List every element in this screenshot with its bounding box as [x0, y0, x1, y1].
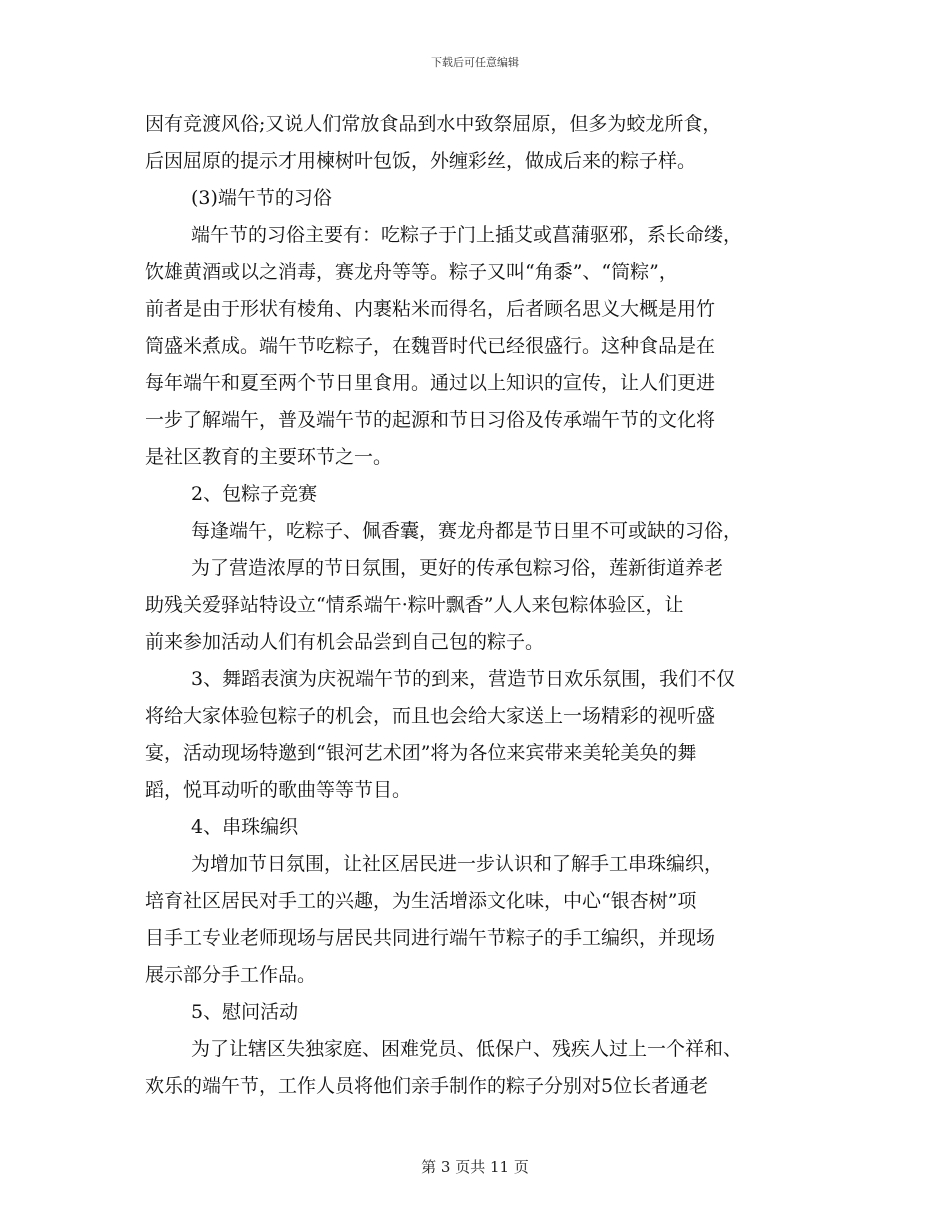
body-line: 为了让辖区失独家庭、困难党员、低保户、残疾人过上一个祥和、	[191, 1038, 743, 1060]
body-line: 筒盛米煮成。端午节吃粽子，在魏晋时代已经很盛行。这种食品是在	[145, 335, 716, 357]
body-line: 将给大家体验包粽子的机会，而且也会给大家送上一场精彩的视听盛	[145, 705, 716, 727]
body-line: 培育社区居民对手工的兴趣，为生活增添文化味，中心“银杏树”项	[145, 890, 697, 912]
body-line: 助残关爱驿站特设立“情系端午·粽叶飘香”人人来包粽体验区，让	[145, 594, 684, 616]
body-line: 后因屈原的提示才用楝树叶包饭，外缠彩丝，做成后来的粽子样。	[145, 150, 697, 172]
body-line: 4、串珠编织	[191, 816, 299, 838]
body-line: 3、舞蹈表演为庆祝端午节的到来，营造节日欢乐氛围，我们不仅	[191, 668, 736, 690]
body-line: (3)端午节的习俗	[191, 187, 332, 209]
body-line: 一步了解端午，普及端午节的起源和节日习俗及传承端午节的文化将	[145, 409, 716, 431]
body-line: 展示部分手工作品。	[145, 964, 317, 986]
body-line: 端午节的习俗主要有：吃粽子于门上插艾或菖蒲驱邪，系长命缕，	[191, 224, 743, 246]
body-line: 因有竞渡风俗;又说人们常放食品到水中致祭屈原，但多为蛟龙所食，	[145, 113, 722, 135]
page-number-footer: 第 3 页共 11 页	[421, 1158, 529, 1176]
body-line: 5、慰问活动	[191, 1001, 299, 1023]
header-note: 下载后可任意编辑	[431, 56, 519, 69]
body-line: 是社区教育的主要环节之一。	[145, 446, 393, 468]
body-line: 为了营造浓厚的节日氛围，更好的传承包粽习俗，莲新街道养老	[191, 557, 724, 579]
body-line: 目手工专业老师现场与居民共同进行端午节粽子的手工编织，并现场	[145, 927, 716, 949]
body-line: 每逢端午，吃粽子、佩香囊，赛龙舟都是节日里不可或缺的习俗，	[191, 520, 743, 542]
body-line: 欢乐的端午节，工作人员将他们亲手制作的粽子分别对5位长者通老	[145, 1075, 709, 1097]
body-line: 为增加节日氛围，让社区居民进一步认识和了解手工串珠编织，	[191, 853, 724, 875]
document-body	[145, 106, 810, 1105]
body-line: 饮雄黄酒或以之消毒，赛龙舟等等。粽子又叫“角黍”、“筒粽”，	[145, 261, 678, 283]
body-line: 2、包粽子竞赛	[191, 483, 318, 505]
body-line: 宴，活动现场特邀到“银河艺术团”将为各位来宾带来美轮美奂的舞	[145, 742, 697, 764]
body-line: 蹈，悦耳动听的歌曲等等节目。	[145, 779, 412, 801]
body-line: 每年端午和夏至两个节日里食用。通过以上知识的宣传，让人们更进	[145, 372, 716, 394]
body-line: 前者是由于形状有棱角、内裹粘米而得名，后者顾名思义大概是用竹	[145, 298, 716, 320]
body-line: 前来参加活动人们有机会品尝到自己包的粽子。	[145, 631, 545, 653]
